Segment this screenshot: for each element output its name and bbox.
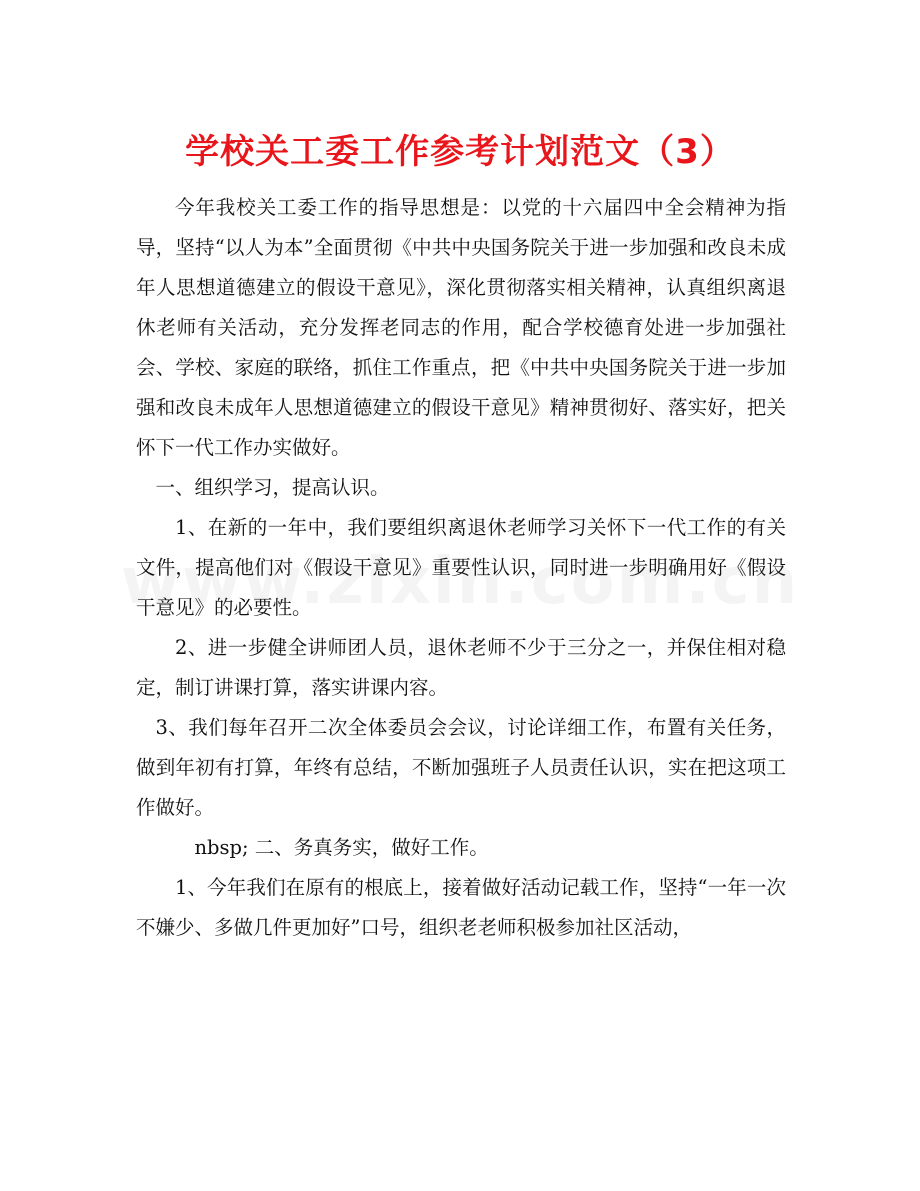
paragraph-item-1: 1、在新的一年中，我们要组织离退休老师学习关怀下一代工作的有关文件，提高他们对《假设干意见》重要性认识，同时进一步明确用好《假设干意见》的必要性。 [136, 516, 786, 619]
document-title: 学校关工委工作参考计划范文（3） [185, 132, 735, 172]
paragraph-item-3: 3、我们每年召开二次全体委员会会议，讨论详细工作，布置有关任务，做到年初有打算，年终有总结，不断加强班子人员责任认识，实在把这项工作做好。 [136, 716, 786, 819]
paragraph-item-2: 2、进一步健全讲师团人员，退休老师不少于三分之一，并保住相对稳定，制订讲课打算，落实讲课内容。 [136, 636, 786, 699]
section-heading-2: nbsp; 二、务真务实，做好工作。 [194, 836, 489, 859]
section-heading-1: 一、组织学习，提高认识。 [155, 476, 390, 499]
paragraph-intro: 今年我校关工委工作的指导思想是：以党的十六届四中全会精神为指导，坚持“以人为本”全面贯彻《中共中央国务院关于进一步加强和改良未成年人思想道德建立的假设干意见》，深化贯彻落实相关精神，认真组织离退休老师有关活动，充分发挥老同志的作用，配合学校德育处进一步加强社会、学校、家庭的联络，抓住工作重点，把《中共中央国务院关于进一步加强和改良未成年人思想道德建立的假设干意见》精神贯彻好、落实好，把关怀下一代工作办实做好。 [136, 196, 786, 459]
document-body [136, 188, 786, 948]
paragraph-item-4: 1、今年我们在原有的根底上，接着做好活动记载工作，坚持“一年一次不嫌少、多做几件更加好”口号，组织老老师积极参加社区活动， [136, 876, 786, 939]
